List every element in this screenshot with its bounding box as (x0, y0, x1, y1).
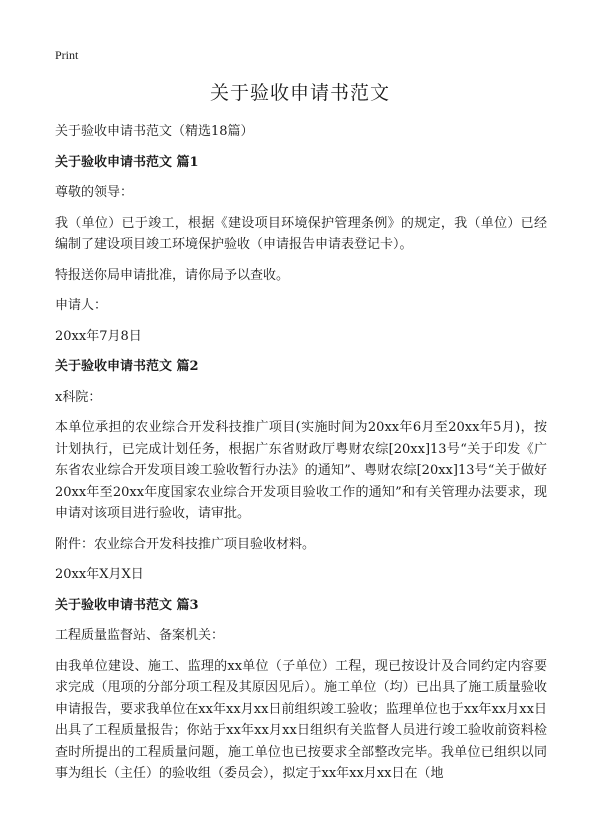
salutation: 工程质量监督站、备案机关： (55, 628, 225, 643)
intro-text: 关于验收申请书范文（精选18篇） (55, 124, 254, 139)
paragraph: 特报送你局申请批准，请你局予以查收。 (55, 267, 290, 283)
date-text: 20xx年7月8日 (55, 328, 142, 344)
paragraph: 我（单位）已于竣工，根据《建设项目环境保护管理条例》的规定，我（单位）已经编制了建设项目竣工环境保护验收（申请报告申请表登记卡）。 (55, 215, 547, 252)
date-text: 20xx年X月X日 (55, 567, 144, 582)
section-heading-2: 关于验收申请书范文 篇2 (55, 359, 199, 374)
paragraph: 由我单位建设、施工、监理的xx单位（子单位）工程，现已按设计及合同约定内容要求完成（甩项的分部分项工程及其原因见后）。施工单位（均）已出具了施工质量验收申请报告，要求我单位在xx年xx月xx日前组织竣工验收；监理单位也于xx年xx月xx日出具了工程质量报告；你站于xx年xx月xx日组织有关监督人员进行竣工验收前资料检查时所提出的工程质量问题，施工单位也已按要求全部整改完毕。我单位已组织以同事为组长（主任）的验收组（委员会），拟定于xx年xx月xx日在（地 (55, 658, 547, 781)
section-heading-1: 关于验收申请书范文 篇1 (55, 154, 199, 170)
attachment-text: 附件：农业综合开发科技推广项目验收材料。 (55, 536, 316, 552)
article-body (55, 121, 547, 793)
salutation: 尊敬的领导： (55, 185, 134, 200)
paragraph: 本单位承担的农业综合开发科技推广项目(实施时间为20xx年6月至20xx年5月)，按计划执行，已完成计划任务，根据广东省财政厅粤财农综[20xx]13号“关于印发《广东省农业综合开发项目竣工验收暂行办法》的通知”、粤财农综[20xx]13号“关于做好20xx年至20xx年度国家农业综合开发项目验收工作的通知”和有关管理办法要求，现申请对该项目进行验收，请审批。 (55, 420, 547, 521)
page-title: 关于验收申请书范文 (209, 82, 390, 104)
print-link[interactable]: Print (55, 48, 79, 62)
salutation: x科院： (55, 389, 102, 405)
section-heading-3: 关于验收申请书范文 篇3 (55, 597, 199, 613)
applicant-label: 申请人： (55, 298, 108, 313)
